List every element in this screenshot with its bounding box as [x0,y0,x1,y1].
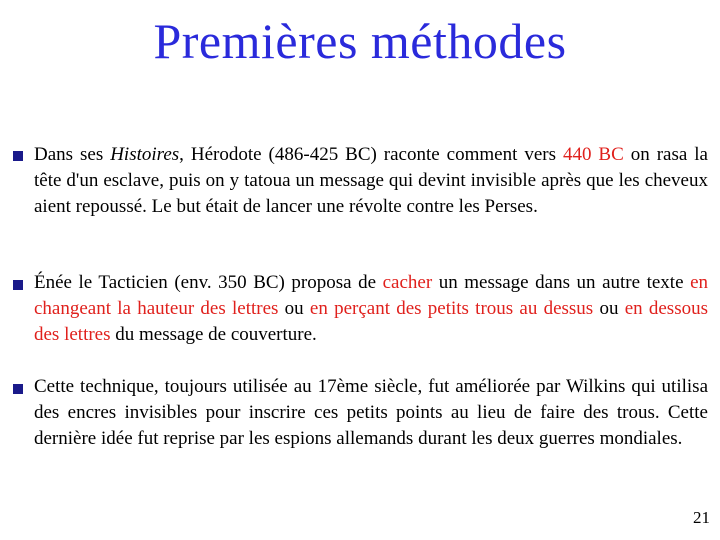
bullet-item [34,270,708,348]
bullet-text-segment: Histoires [110,144,180,165]
slide-title: Premières méthodes [153,13,567,69]
bullet-marker-icon [13,384,23,394]
bullet-marker-icon [13,280,23,290]
highlighted-text: cacher [382,272,433,293]
bullet-item [34,374,708,452]
bullet-text-segment: on rasa la tête d'un esclave, puis on y tatoua un message qui devint invisible après que les cheveux aient repoussé. Le but était de lancer une révolte contre les Perses. [34,144,708,217]
bullet-text-segment: Cette technique, toujours utilisée au 17ème siècle, fut améliorée par Wilkins qui utilisa des encres invisibles pour inscrire ces petits points au lieu de faire des trous. Cette dernière idée fut reprise par les espions allemands durant les deux guerres mondiales. [34,376,708,449]
bullet-text-segment: un message dans un autre texte [432,272,691,293]
bullet-item [34,142,708,220]
bullet-marker-icon [13,151,23,161]
highlighted-text: en dessous des lettres [34,298,708,345]
page-number: 21 [693,508,710,527]
bullet-text-segment: du message de couverture. [110,324,317,345]
bullet-text-segment: Énée le Tacticien (env. 350 BC) proposa de [34,272,383,293]
highlighted-text: 440 BC [562,144,624,165]
bullet-text-segment: ou [278,298,310,319]
bullet-text-segment: Dans ses [34,144,111,165]
highlighted-text: en perçant des petits trous au dessus [309,298,594,319]
highlighted-text: en changeant la hauteur des lettres [34,272,708,319]
bullet-text-segment: ou [593,298,625,319]
bullet-text-segment: , Hérodote (486-425 BC) raconte comment vers [179,144,563,165]
